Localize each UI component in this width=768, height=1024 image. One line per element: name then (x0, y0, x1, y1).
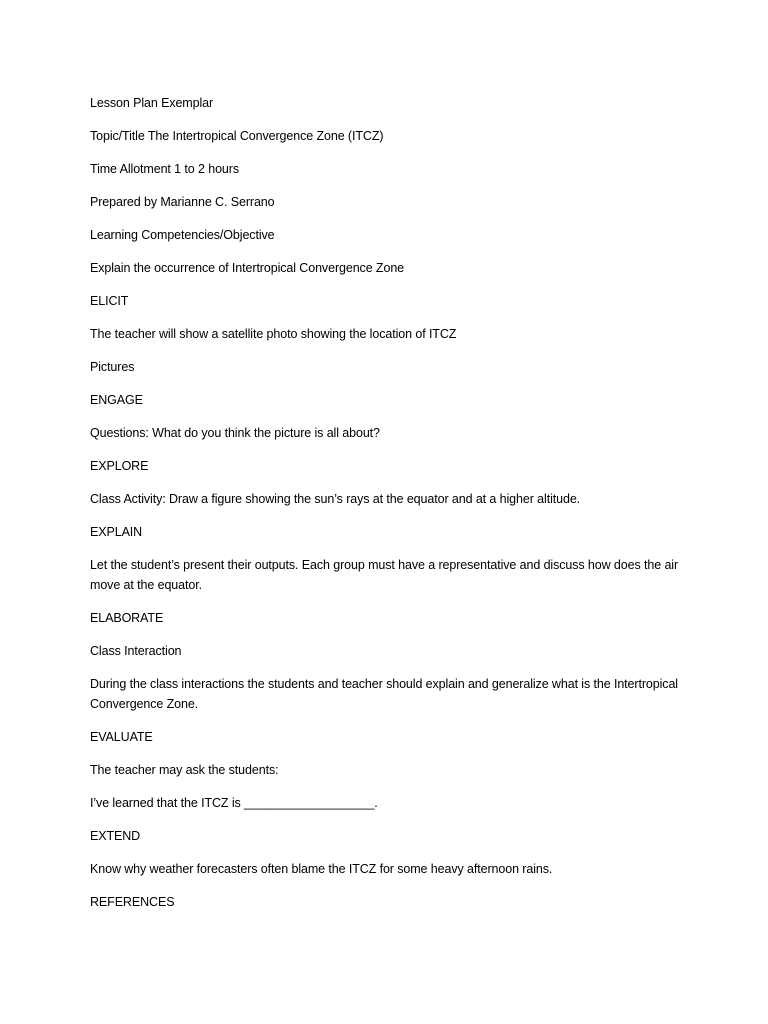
engage-heading: ENGAGE (90, 393, 143, 407)
elicit-text: The teacher will show a satellite photo showing the location of ITCZ (90, 327, 457, 341)
evaluate-text: The teacher may ask the students: (90, 763, 279, 777)
topic-line: Topic/Title The Intertropical Convergence Zone (ITCZ) (90, 129, 384, 143)
elaborate-text: During the class interactions the students and teacher should explain and generalize what is the Intertropical Convergence Zone. (90, 677, 678, 711)
time-allotment-line: Time Allotment 1 to 2 hours (90, 162, 239, 176)
competencies-heading: Learning Competencies/Objective (90, 228, 275, 242)
elaborate-subheading: Class Interaction (90, 644, 182, 658)
prepared-by-line: Prepared by Marianne C. Serrano (90, 195, 275, 209)
elicit-heading: ELICIT (90, 294, 129, 308)
objective-text: Explain the occurrence of Intertropical Convergence Zone (90, 261, 405, 275)
evaluate-heading: EVALUATE (90, 730, 153, 744)
document-page (90, 93, 680, 925)
evaluate-prompt: I’ve learned that the ITCZ is ___________________. (90, 796, 378, 810)
elaborate-heading: ELABORATE (90, 611, 164, 625)
engage-text: Questions: What do you think the picture is all about? (90, 426, 380, 440)
explain-text: Let the student’s present their outputs. Each group must have a representative and discuss how does the air move at the equator. (90, 558, 679, 592)
pictures-label: Pictures (90, 360, 135, 374)
extend-heading: EXTEND (90, 829, 141, 843)
references-heading: REFERENCES (90, 895, 175, 909)
explore-heading: EXPLORE (90, 459, 149, 473)
extend-text: Know why weather forecasters often blame the ITCZ for some heavy afternoon rains. (90, 862, 553, 876)
document-title: Lesson Plan Exemplar (90, 96, 214, 110)
explain-heading: EXPLAIN (90, 525, 143, 539)
explore-text: Class Activity: Draw a figure showing the sun’s rays at the equator and at a higher altitude. (90, 492, 581, 506)
